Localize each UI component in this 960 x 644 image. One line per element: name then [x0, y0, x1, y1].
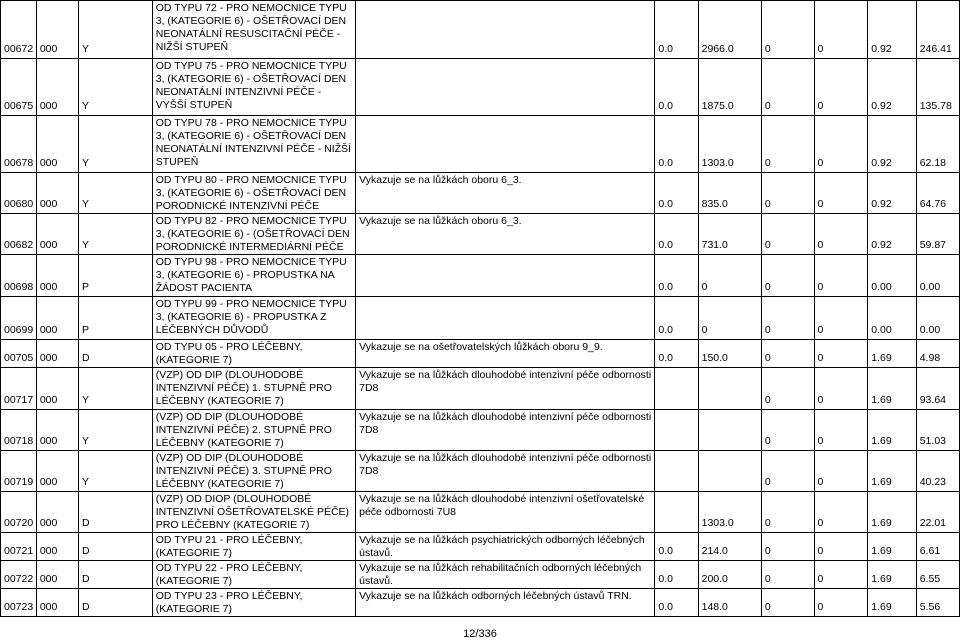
value-cell: 6.55 — [916, 561, 959, 589]
value-cell: 0.0 — [655, 589, 698, 617]
value-cell: 0 — [814, 59, 868, 116]
value-cell: 0 — [814, 533, 868, 561]
table-row — [1, 1, 960, 59]
value-cell: 1.69 — [868, 533, 916, 561]
flag-cell: D — [78, 561, 152, 589]
table-row — [1, 533, 960, 561]
flag-cell: P — [78, 297, 152, 340]
value-cell — [698, 410, 761, 451]
description-cell: (VZP) OD DIP (DLOUHODOBÉ INTENZIVNÍ PÉČE) 1. STUPNĚ PRO LÉČEBNY (KATEGORIE 7) — [152, 368, 355, 410]
value-cell: 0 — [814, 561, 868, 589]
flag-cell: Y — [78, 173, 152, 214]
value-cell: 0 — [761, 533, 814, 561]
subcode-cell: 000 — [36, 116, 78, 173]
note-cell — [356, 116, 655, 173]
value-cell — [655, 492, 698, 533]
code-cell: 00699 — [1, 297, 37, 340]
table-row — [1, 59, 960, 116]
description-cell: OD TYPU 99 - PRO NEMOCNICE TYPU 3, (KATEGORIE 6) - PROPUSTKA Z LÉČEBNÝCH DŮVODŮ — [152, 297, 355, 340]
note-cell — [356, 59, 655, 116]
code-cell: 00717 — [1, 368, 37, 410]
table-row — [1, 368, 960, 410]
value-cell: 0.92 — [868, 173, 916, 214]
code-cell: 00680 — [1, 173, 37, 214]
value-cell: 0.92 — [868, 116, 916, 173]
note-cell: Vykazuje se na lůžkách psychiatrických odborných léčebných ústavů. — [356, 533, 655, 561]
flag-cell: Y — [78, 59, 152, 116]
value-cell: 148.0 — [698, 589, 761, 617]
value-cell — [655, 410, 698, 451]
flag-cell: D — [78, 533, 152, 561]
value-cell: 4.98 — [916, 340, 959, 368]
value-cell: 0.0 — [655, 59, 698, 116]
description-cell: OD TYPU 21 - PRO LÉČEBNY, (KATEGORIE 7) — [152, 533, 355, 561]
subcode-cell: 000 — [36, 492, 78, 533]
value-cell: 6.61 — [916, 533, 959, 561]
note-cell: Vykazuje se na lůžkách dlouhodobé intenzivní péče odbornosti 7D8 — [356, 410, 655, 451]
value-cell: 51.03 — [916, 410, 959, 451]
value-cell: 0.0 — [655, 533, 698, 561]
code-cell: 00721 — [1, 533, 37, 561]
description-cell: OD TYPU 72 - PRO NEMOCNICE TYPU 3, (KATEGORIE 6) - OŠETŘOVACÍ DEN NEONATÁLNÍ RESUSCITAČNÍ PÉČE - NIŽŠÍ STUPEŇ — [152, 1, 355, 59]
value-cell: 0 — [814, 214, 868, 255]
value-cell: 0.0 — [655, 214, 698, 255]
value-cell: 93.64 — [916, 368, 959, 410]
value-cell: 0.0 — [655, 1, 698, 59]
flag-cell: D — [78, 492, 152, 533]
value-cell: 0 — [761, 368, 814, 410]
subcode-cell: 000 — [36, 59, 78, 116]
description-cell: OD TYPU 78 - PRO NEMOCNICE TYPU 3, (KATEGORIE 6) - OŠETŘOVACÍ DEN NEONATÁLNÍ INTENZIVNÍ PÉČE - NIŽŠÍ STUPEŇ — [152, 116, 355, 173]
value-cell: 0 — [761, 340, 814, 368]
subcode-cell: 000 — [36, 410, 78, 451]
flag-cell: Y — [78, 410, 152, 451]
note-cell: Vykazuje se na ošetřovatelských lůžkách oboru 9_9. — [356, 340, 655, 368]
subcode-cell: 000 — [36, 340, 78, 368]
table-row — [1, 255, 960, 297]
value-cell: 1.69 — [868, 492, 916, 533]
value-cell: 0.00 — [868, 255, 916, 297]
page-number: 12/336 — [463, 628, 497, 640]
value-cell: 150.0 — [698, 340, 761, 368]
value-cell: 0.0 — [655, 297, 698, 340]
note-cell: Vykazuje se na lůžkách oboru 6_3. — [356, 214, 655, 255]
code-cell: 00682 — [1, 214, 37, 255]
value-cell: 5.56 — [916, 589, 959, 617]
table-row — [1, 589, 960, 617]
value-cell: 0 — [761, 410, 814, 451]
flag-cell: D — [78, 589, 152, 617]
value-cell: 200.0 — [698, 561, 761, 589]
value-cell: 0 — [814, 340, 868, 368]
value-cell: 0 — [761, 451, 814, 492]
note-cell: Vykazuje se na lůžkách dlouhodobé intenzivní ošetřovatelské péče odbornosti 7U8 — [356, 492, 655, 533]
value-cell: 214.0 — [698, 533, 761, 561]
code-cell: 00675 — [1, 59, 37, 116]
value-cell: 0 — [814, 1, 868, 59]
value-cell: 0 — [698, 297, 761, 340]
value-cell: 1303.0 — [698, 492, 761, 533]
value-cell: 1.69 — [868, 451, 916, 492]
table-row — [1, 214, 960, 255]
value-cell: 0 — [761, 59, 814, 116]
value-cell: 731.0 — [698, 214, 761, 255]
value-cell — [698, 368, 761, 410]
value-cell: 1.69 — [868, 589, 916, 617]
note-cell: Vykazuje se na lůžkách rehabilitačních odborných léčebných ústavů. — [356, 561, 655, 589]
description-cell: (VZP) OD DIOP (DLOUHODOBÉ INTENZIVNÍ OŠETŘOVATELSKÉ PÉČE) PRO LÉČEBNY (KATEGORIE 7) — [152, 492, 355, 533]
value-cell: 0 — [814, 492, 868, 533]
flag-cell: Y — [78, 1, 152, 59]
code-cell: 00678 — [1, 116, 37, 173]
table-row — [1, 116, 960, 173]
value-cell: 0 — [814, 410, 868, 451]
value-cell: 2966.0 — [698, 1, 761, 59]
table-row — [1, 410, 960, 451]
value-cell: 1.69 — [868, 368, 916, 410]
subcode-cell: 000 — [36, 173, 78, 214]
value-cell — [655, 368, 698, 410]
value-cell: 1875.0 — [698, 59, 761, 116]
value-cell: 0 — [814, 589, 868, 617]
description-cell: OD TYPU 05 - PRO LÉČEBNY, (KATEGORIE 7) — [152, 340, 355, 368]
table-row — [1, 340, 960, 368]
value-cell: 0 — [814, 116, 868, 173]
value-cell: 1303.0 — [698, 116, 761, 173]
flag-cell: Y — [78, 368, 152, 410]
note-cell: Vykazuje se na lůžkách dlouhodobé intenzivní péče odbornosti 7D8 — [356, 368, 655, 410]
description-cell: OD TYPU 80 - PRO NEMOCNICE TYPU 3, (KATEGORIE 6) - OŠETŘOVACÍ DEN PORODNICKÉ INTENZIVNÍ PÉČE — [152, 173, 355, 214]
table-row — [1, 492, 960, 533]
note-cell — [356, 1, 655, 59]
value-cell: 0.0 — [655, 255, 698, 297]
table-row — [1, 451, 960, 492]
value-cell: 0 — [761, 214, 814, 255]
description-cell: OD TYPU 75 - PRO NEMOCNICE TYPU 3, (KATEGORIE 6) - OŠETŘOVACÍ DEN NEONATÁLNÍ INTENZIVNÍ PÉČE - VYŠŠÍ STUPEŇ — [152, 59, 355, 116]
subcode-cell: 000 — [36, 255, 78, 297]
value-cell: 0 — [761, 173, 814, 214]
flag-cell: Y — [78, 451, 152, 492]
note-cell: Vykazuje se na lůžkách oboru 6_3. — [356, 173, 655, 214]
description-cell: OD TYPU 82 - PRO NEMOCNICE TYPU 3, (KATEGORIE 6) - (OŠETŘOVACÍ DEN PORODNICKÉ INTERMEDIÁRNÍ PÉČE — [152, 214, 355, 255]
value-cell: 0 — [698, 255, 761, 297]
value-cell: 246.41 — [916, 1, 959, 59]
code-cell: 00718 — [1, 410, 37, 451]
value-cell: 0 — [761, 116, 814, 173]
subcode-cell: 000 — [36, 1, 78, 59]
value-cell: 0 — [814, 255, 868, 297]
flag-cell: P — [78, 255, 152, 297]
note-cell: Vykazuje se na lůžkách dlouhodobé intenzivní péče odbornosti 7D8 — [356, 451, 655, 492]
value-cell: 0 — [761, 1, 814, 59]
flag-cell: Y — [78, 214, 152, 255]
description-cell: OD TYPU 98 - PRO NEMOCNICE TYPU 3, (KATEGORIE 6) - PROPUSTKA NA ŽÁDOST PACIENTA — [152, 255, 355, 297]
code-cell: 00705 — [1, 340, 37, 368]
table-row — [1, 561, 960, 589]
subcode-cell: 000 — [36, 368, 78, 410]
value-cell: 0 — [761, 297, 814, 340]
value-cell: 40.23 — [916, 451, 959, 492]
value-cell: 0.92 — [868, 59, 916, 116]
value-cell: 0 — [814, 297, 868, 340]
code-cell: 00672 — [1, 1, 37, 59]
description-cell: OD TYPU 23 - PRO LÉČEBNY, (KATEGORIE 7) — [152, 589, 355, 617]
code-cell: 00719 — [1, 451, 37, 492]
value-cell: 835.0 — [698, 173, 761, 214]
value-cell: 0.00 — [916, 297, 959, 340]
value-cell: 0.00 — [868, 297, 916, 340]
value-cell: 62.18 — [916, 116, 959, 173]
subcode-cell: 000 — [36, 297, 78, 340]
subcode-cell: 000 — [36, 214, 78, 255]
note-cell: Vykazuje se na lůžkách odborných léčebných ústavů TRN. — [356, 589, 655, 617]
code-cell: 00698 — [1, 255, 37, 297]
subcode-cell: 000 — [36, 561, 78, 589]
value-cell: 1.69 — [868, 410, 916, 451]
value-cell: 0 — [761, 589, 814, 617]
description-cell: (VZP) OD DIP (DLOUHODOBÉ INTENZIVNÍ PÉČE) 3. STUPNĚ PRO LÉČEBNY (KATEGORIE 7) — [152, 451, 355, 492]
table-row — [1, 297, 960, 340]
code-cell: 00720 — [1, 492, 37, 533]
value-cell: 0 — [761, 561, 814, 589]
subcode-cell: 000 — [36, 451, 78, 492]
value-cell: 0 — [761, 492, 814, 533]
flag-cell: D — [78, 340, 152, 368]
value-cell: 22.01 — [916, 492, 959, 533]
value-cell: 0.92 — [868, 1, 916, 59]
value-cell: 1.69 — [868, 340, 916, 368]
value-cell: 0.92 — [868, 214, 916, 255]
flag-cell: Y — [78, 116, 152, 173]
description-cell: (VZP) OD DIP (DLOUHODOBÉ INTENZIVNÍ PÉČE) 2. STUPNĚ PRO LÉČEBNY (KATEGORIE 7) — [152, 410, 355, 451]
value-cell: 0.0 — [655, 173, 698, 214]
subcode-cell: 000 — [36, 533, 78, 561]
subcode-cell: 000 — [36, 589, 78, 617]
value-cell: 0 — [761, 255, 814, 297]
note-cell — [356, 297, 655, 340]
code-cell: 00723 — [1, 589, 37, 617]
value-cell: 135.78 — [916, 59, 959, 116]
code-cell: 00722 — [1, 561, 37, 589]
value-cell: 0 — [814, 451, 868, 492]
value-cell: 1.69 — [868, 561, 916, 589]
note-cell — [356, 255, 655, 297]
value-cell: 0.0 — [655, 340, 698, 368]
value-cell: 0.0 — [655, 561, 698, 589]
value-cell: 0 — [814, 173, 868, 214]
value-cell: 0.0 — [655, 116, 698, 173]
table-row — [1, 173, 960, 214]
value-cell: 0 — [814, 368, 868, 410]
value-cell: 59.87 — [916, 214, 959, 255]
value-cell — [698, 451, 761, 492]
value-cell: 0.00 — [916, 255, 959, 297]
value-cell — [655, 451, 698, 492]
value-cell: 64.76 — [916, 173, 959, 214]
description-cell: OD TYPU 22 - PRO LÉČEBNY, (KATEGORIE 7) — [152, 561, 355, 589]
